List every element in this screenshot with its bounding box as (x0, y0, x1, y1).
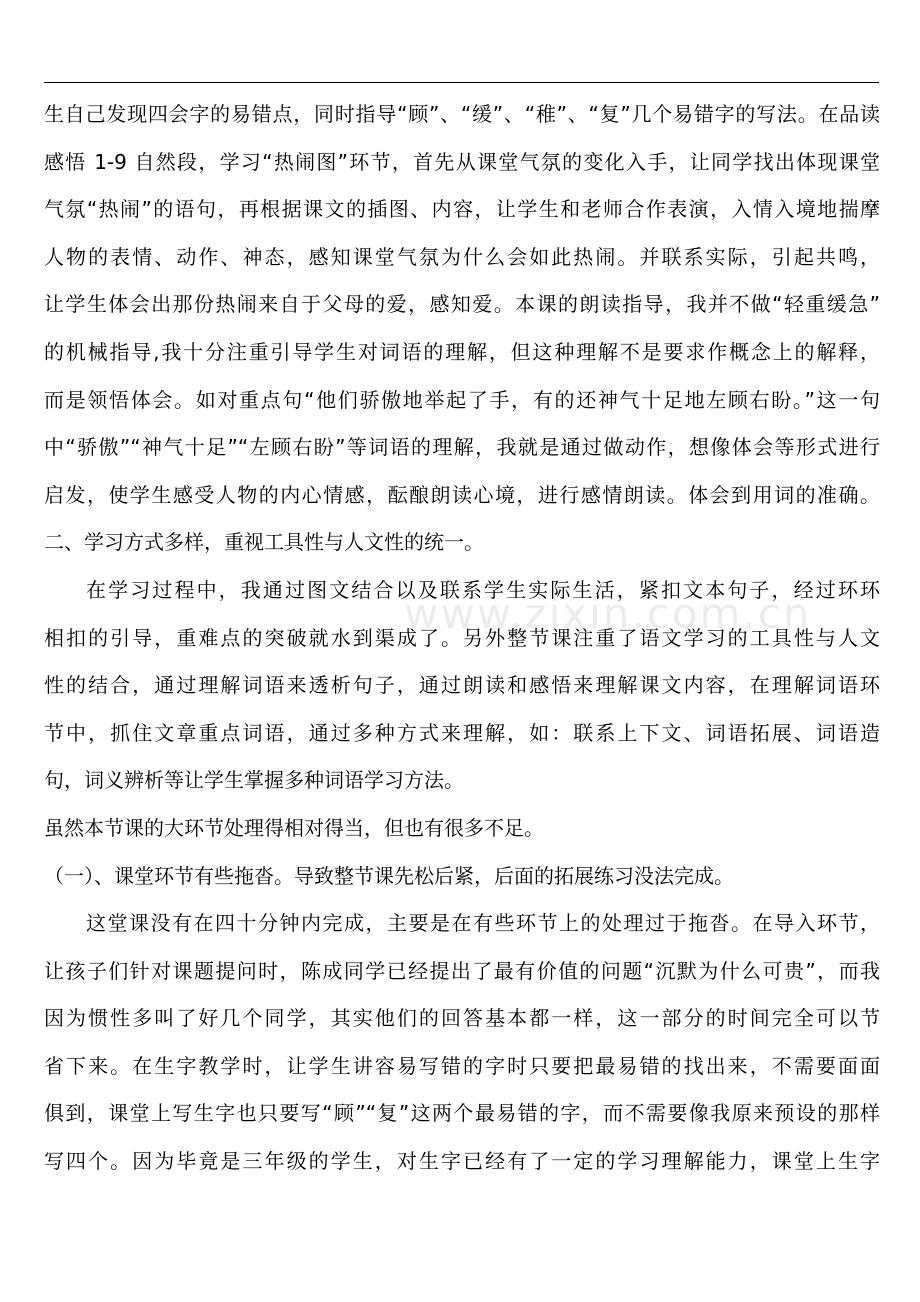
section-heading: （一）、课堂环节有些拖沓。导致整节课先松后紧，后面的拓展练习没法完成。 (44, 863, 734, 888)
text-line: 这堂课没有在四十分钟内完成，主要是在有些环节上的处理过于拖沓。在导入环节， (86, 911, 880, 936)
text-line: 让学生体会出那份热闹来自于父母的爱，感知爱。本课的朗读指导，我并不做“轻重缓急” (44, 292, 880, 317)
text-line: 让孩子们针对课题提问时，陈成同学已经提出了最有价值的问题“沉默为什么可贵”，而我 (44, 958, 880, 983)
text-line: 启发，使学生感受人物的内心情感，酝酿朗读心境，进行感情朗读。体会到用词的准确。 (44, 482, 880, 507)
header-rule (44, 82, 879, 83)
section-heading: 二、学习方式多样，重视工具性与人文性的统一。 (44, 530, 484, 555)
text-line: 性的结合，通过理解词语来透析句子，通过朗读和感悟来理解课文内容，在理解词语环 (44, 673, 880, 698)
text-line: 相扣的引导，重难点的突破就水到渠成了。另外整节课注重了语文学习的工具性与人文 (44, 625, 880, 650)
watermark: www.zixin.com.cn (404, 589, 812, 638)
text-line: 在学习过程中，我通过图文结合以及联系学生实际生活，紧扣文本句子，经过环环 (86, 577, 880, 602)
text-line: 的机械指导,我十分注重引导学生对词语的理解，但这种理解不是要求作概念上的解释， (44, 339, 880, 364)
text-line: 节中，抓住文章重点词语，通过多种方式来理解，如：联系上下文、词语拓展、词语造 (44, 720, 880, 745)
text-line: 中“骄傲”“神气十足”“左顾右盼”等词语的理解，我就是通过做动作，想像体会等形式进行 (44, 435, 880, 460)
text-line: 生自己发现四会字的易错点，同时指导“顾”、“缓”、“稚”、“复”几个易错字的写法。在品读 (44, 102, 880, 126)
text-line: 句，词义辨析等让学生掌握多种词语学习方法。 (44, 768, 464, 793)
text-line: 虽然本节课的大环节处理得相对得当，但也有很多不足。 (44, 815, 544, 840)
body-text (44, 91, 880, 1186)
text-line: 因为惯性多叫了好几个同学，其实他们的回答基本都一样，这一部分的时间完全可以节 (44, 1006, 880, 1031)
text-line: 省下来。在生字教学时，让学生讲容易写错的字时只要把最易错的找出来，不需要面面 (44, 1053, 880, 1078)
text-line: 而是领悟体会。如对重点句“他们骄傲地举起了手，有的还神气十足地左顾右盼。”这一句 (44, 387, 880, 412)
text-line: 感悟 1-9 自然段，学习“热闹图”环节，首先从课堂气氛的变化入手，让同学找出体现课堂 (44, 149, 880, 174)
text-line: 人物的表情、动作、神态，感知课堂气氛为什么会如此热闹。并联系实际，引起共鸣， (44, 244, 880, 269)
text-line: 气氛“热闹”的语句，再根据课文的插图、内容，让学生和老师合作表演，入情入境地揣摩 (44, 197, 880, 222)
text-line: 写四个。因为毕竟是三年级的学生，对生字已经有了一定的学习理解能力，课堂上生字 (44, 1149, 880, 1174)
text-line: 俱到，课堂上写生字也只要写“顾”“复”这两个最易错的字，而不需要像我原来预设的那样 (44, 1101, 880, 1126)
